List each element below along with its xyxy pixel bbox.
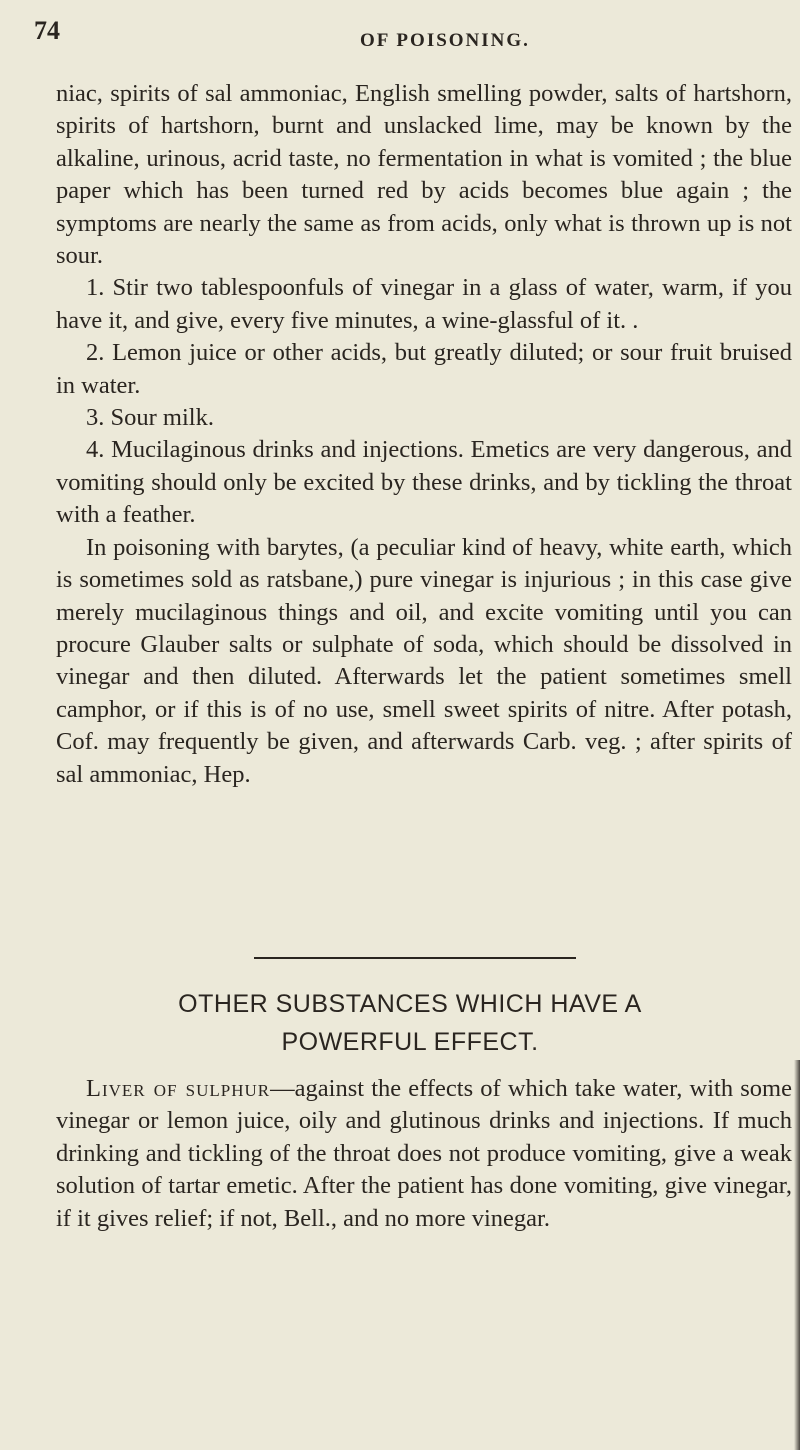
section-text [56,1073,792,1235]
list-item-3: 3. Sour milk. [86,404,214,432]
list-item-1: 1. Stir two tablespoonfuls of vinegar in a glass of water, warm, if you have it, and give, every five minutes, a wine-glassful of it. . [56,274,792,334]
section-heading-line-2: POWERFUL EFFECT. [281,1028,539,1056]
list-item-2: 2. Lemon juice or other acids, but greatly diluted; or sour fruit bruised in water. [56,339,792,399]
page-number: 74 [34,16,60,45]
section-heading-line-1: OTHER SUBSTANCES WHICH HAVE A [178,990,642,1018]
section-heading [90,985,730,1061]
paragraph-body: —against the effects of which take water, with some vinegar or lemon juice, oily and glutinous drinks and injections. If much drinking and tickling of the throat does not produce vomiting, give a weak solution of tartar emetic. After the patient has done vomiting, give vinegar, if it gives relief; if not, Bell., and no more vinegar. [56,1075,792,1232]
running-head: OF POISONING. [360,30,530,51]
lead-term: Liver of sulphur [86,1075,271,1102]
paragraph-liver-of-sulphur [56,1073,792,1235]
page-edge-shadow [794,1060,800,1450]
paragraph-continued: niac, spirits of sal ammoniac, English smelling powder, salts of hartshorn, spirits of hartshorn, burnt and unslacked lime, may be known by the alkaline, urinous, acrid taste, no fermentation in what is vomited ; the blue paper which has been turned red by acids becomes blue again ; the symptoms are nearly the same as from acids, only what is thrown up is not sour. [56,80,792,270]
list-item-4: 4. Mucilaginous drinks and injections. Emetics are very dangerous, and vomiting should only be excited by these drinks, and by tickling the throat with a feather. [56,436,792,529]
section-divider [254,957,576,959]
body-text [56,78,792,791]
paragraph-barytes: In poisoning with barytes, (a peculiar kind of heavy, white earth, which is sometimes sold as ratsbane,) pure vinegar is injurious ; in this case give merely mucilaginous things and oil, and excite vomiting until you can procure Glauber salts or sulphate of soda, which should be dissolved in vinegar and then diluted. Afterwards let the patient sometimes smell camphor, or if this is of no use, smell sweet spirits of nitre. After potash, Cof. may frequently be given, and afterwards Carb. veg. ; after spirits of sal ammoniac, Hep. [56,533,792,788]
